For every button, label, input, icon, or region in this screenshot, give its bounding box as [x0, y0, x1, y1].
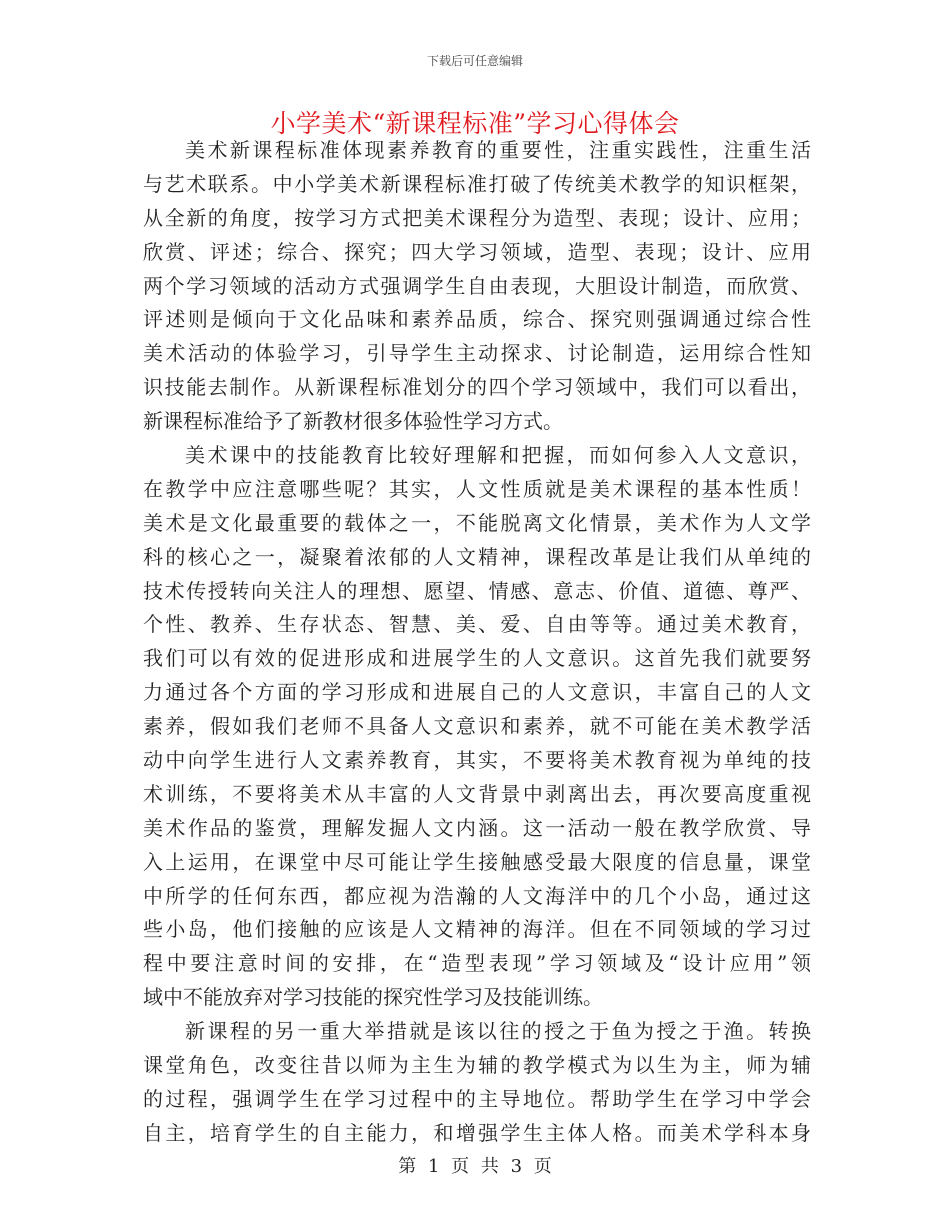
body-line: 中所学的任何东西，都应视为浩瀚的人文海洋中的几个小岛，通过这: [143, 883, 811, 908]
body-line: 力通过各个方面的学习形成和进展自己的人文意识，丰富自己的人文: [143, 680, 811, 705]
body-line: 美术是文化最重要的载体之一，不能脱离文化情景，美术作为人文学: [143, 510, 811, 535]
body-line: 程中要注意时间的安排，在“造型表现”学习领域及“设计应用”领: [143, 951, 811, 976]
body-line: 评述则是倾向于文化品味和素养品质，综合、探究则强调通过综合性: [143, 307, 811, 332]
body-line: 从全新的角度，按学习方式把美术课程分为造型、表现；设计、应用；: [143, 205, 811, 230]
body-line: 素养，假如我们老师不具备人文意识和素养，就不可能在美术教学活: [143, 714, 811, 739]
body-line: 新课程的另一重大举措就是该以往的授之于鱼为授之于渔。转换: [185, 1019, 811, 1044]
body-line: 域中不能放弃对学习技能的探究性学习及技能训练。: [143, 985, 603, 1010]
body-line: 科的核心之一，凝聚着浓郁的人文精神，课程改革是让我们从单纯的: [143, 544, 811, 569]
body-line: 课堂角色，改变往昔以师为主生为辅的教学模式为以生为主，师为辅: [143, 1053, 811, 1078]
body-line: 术训练，不要将美术从丰富的人文背景中剥离出去，再次要高度重视: [143, 781, 811, 806]
body-line: 技术传授转向关注人的理想、愿望、情感、意志、价值、道德、尊严、: [143, 578, 811, 603]
body-line: 我们可以有效的促进形成和进展学生的人文意识。这首先我们就要努: [143, 646, 811, 671]
body-line: 在教学中应注意哪些呢？其实，人文性质就是美术课程的基本性质！: [143, 476, 811, 501]
body-line: 动中向学生进行人文素养教育，其实，不要将美术教育视为单纯的技: [143, 748, 811, 773]
body-line: 自主，培育学生的自主能力，和增强学生主体人格。而美术学科本身: [143, 1120, 811, 1145]
body-line: 欣赏、评述；综合、探究；四大学习领域，造型、表现；设计、应用: [143, 239, 811, 264]
body-line: 两个学习领域的活动方式强调学生自由表现，大胆设计制造，而欣赏、: [143, 273, 811, 298]
body-line: 个性、教养、生存状态、智慧、美、爱、自由等等。通过美术教育，: [143, 612, 811, 637]
body-line: 识技能去制作。从新课程标准划分的四个学习领域中，我们可以看出，: [143, 375, 811, 400]
body-line: 新课程标准给予了新教材很多体验性学习方式。: [143, 409, 563, 434]
document-title: 小学美术“新课程标准”学习心得体会: [270, 109, 680, 138]
body-line: 美术作品的鉴赏，理解发掘人文内涵。这一活动一般在教学欣赏、导: [143, 815, 811, 840]
body-line: 美术课中的技能教育比较好理解和把握，而如何参入人文意识，: [185, 443, 811, 468]
body-line: 美术活动的体验学习，引导学生主动探求、讨论制造，运用综合性知: [143, 341, 811, 366]
body-line: 的过程，强调学生在学习过程中的主导地位。帮助学生在学习中学会: [143, 1086, 811, 1111]
body-line: 美术新课程标准体现素养教育的重要性，注重实践性，注重生活: [185, 138, 811, 162]
body-line: 入上运用，在课堂中尽可能让学生接触感受最大限度的信息量，课堂: [143, 849, 811, 874]
body-line: 些小岛，他们接触的应该是人文精神的海洋。但在不同领域的学习过: [143, 917, 811, 942]
page-number-footer: 第 1 页 共 3 页: [398, 1156, 552, 1177]
body-line: 与艺术联系。中小学美术新课程标准打破了传统美术教学的知识框架，: [143, 171, 811, 196]
document-body: [143, 134, 811, 1151]
page-header-note: 下载后可任意编辑: [426, 54, 523, 68]
